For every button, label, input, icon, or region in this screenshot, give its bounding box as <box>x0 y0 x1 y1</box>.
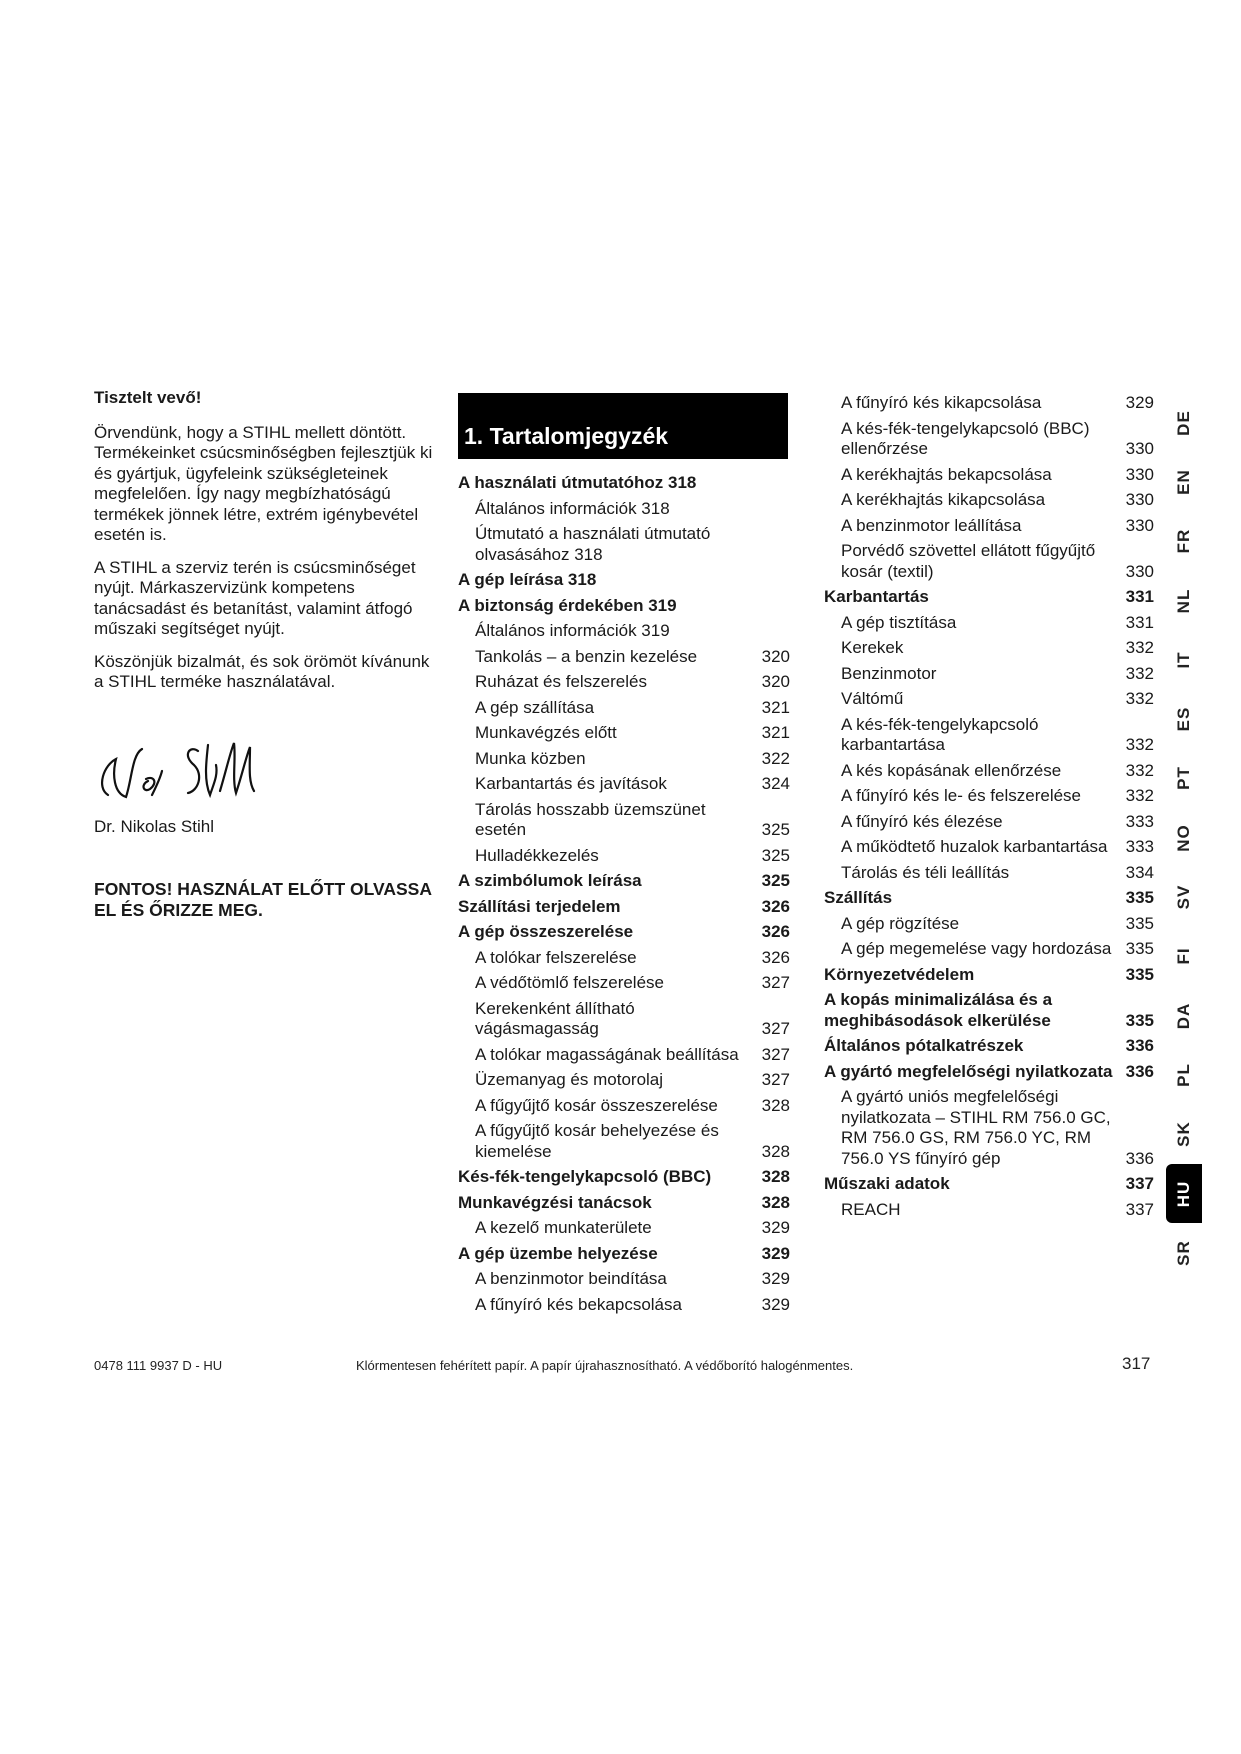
toc-entry-title: A fűgyűjtő kosár behelyezése és kiemelése <box>475 1121 719 1161</box>
toc-entry[interactable] <box>824 1087 1154 1169</box>
toc-entry-title: Környezetvédelem <box>824 964 975 984</box>
language-tab-label: PL <box>1174 1063 1193 1087</box>
language-tab-label: FI <box>1174 947 1193 965</box>
toc-entry[interactable] <box>458 473 790 494</box>
important-notice: FONTOS! HASZNÁLAT ELŐTT OLVASSA EL ÉS ŐRIZZE MEG. <box>94 879 432 920</box>
toc-entry[interactable] <box>824 638 1154 659</box>
toc-entry[interactable] <box>458 774 790 795</box>
language-tab-sr[interactable] <box>1166 1223 1202 1282</box>
language-tab-es[interactable] <box>1166 689 1202 748</box>
language-tab-fr[interactable] <box>1166 512 1202 571</box>
toc-entry-page: 332 <box>1125 786 1154 805</box>
language-tab-pt[interactable] <box>1166 749 1202 808</box>
toc-entry[interactable] <box>824 1200 1154 1221</box>
toc-entry-page: 330 <box>1125 490 1154 509</box>
toc-entry-page: 328 <box>761 1095 790 1115</box>
toc-entry-title: Ruházat és felszerelés <box>475 672 647 691</box>
toc-entry-title: Kerekek <box>841 638 904 657</box>
toc-entry-page: 329 <box>761 1243 790 1263</box>
toc-entry[interactable] <box>458 723 790 744</box>
language-tab-label: NL <box>1174 588 1193 613</box>
toc-entry-title: Kerekenként állítható vágásmagasság <box>475 998 635 1038</box>
toc-entry-page: 331 <box>1125 612 1154 632</box>
toc-entry[interactable] <box>824 516 1154 537</box>
toc-entry[interactable] <box>458 1218 790 1239</box>
toc-entry-title: A kezelő munkaterülete <box>475 1218 652 1237</box>
toc-entry[interactable] <box>458 647 790 668</box>
toc-entry[interactable] <box>458 596 790 617</box>
toc-entry[interactable] <box>458 871 790 892</box>
toc-entry-page: 332 <box>1125 760 1154 780</box>
toc-entry-title: Karbantartás és javítások <box>475 774 667 793</box>
toc-entry-page: 327 <box>761 973 790 992</box>
toc-entry[interactable] <box>824 990 1154 1031</box>
toc-entry-title: A gép üzembe helyezése <box>458 1243 658 1263</box>
toc-entry[interactable] <box>458 1244 790 1265</box>
toc-entry-page: 333 <box>1125 811 1154 831</box>
toc-entry-page: 322 <box>761 748 790 768</box>
toc-entry-title: A kés kopásának ellenőrzése <box>841 760 1062 780</box>
language-tab-fi[interactable] <box>1166 927 1202 986</box>
toc-entry-title: A tolókar felszerelése <box>475 947 637 967</box>
toc-entry[interactable] <box>824 812 1154 833</box>
toc-entry[interactable] <box>824 863 1154 884</box>
toc-entry-title: Munkavégzés előtt <box>475 723 617 742</box>
toc-entry[interactable] <box>824 689 1154 710</box>
toc-entry-title: Műszaki adatok <box>824 1174 950 1193</box>
language-tab-label: DA <box>1174 1002 1193 1029</box>
toc-entry[interactable] <box>824 786 1154 807</box>
toc-entry[interactable] <box>458 672 790 693</box>
toc-entry[interactable] <box>458 1167 790 1188</box>
language-tab-label: ES <box>1174 706 1193 732</box>
toc-entry-page: 329 <box>761 1218 790 1237</box>
toc-entry-page: 320 <box>761 672 790 691</box>
toc-entry-title: Benzinmotor <box>841 663 937 683</box>
toc-entry[interactable] <box>824 888 1154 909</box>
toc-entry[interactable] <box>458 1121 790 1162</box>
toc-entry-title: A fűnyíró kés élezése <box>841 811 1003 831</box>
toc-entry[interactable] <box>824 613 1154 634</box>
intro-paragraph-2: A STIHL a szerviz terén is csúcsminőséget nyújt. Márkaszervizünk kompetens tanácsadást és betanítást, valamint átfogó műszaki segítséget nyújt. <box>94 557 416 638</box>
toc-entry[interactable] <box>458 524 790 565</box>
toc-entry-title: A gép megemelése vagy hordozása <box>841 939 1112 958</box>
intro-paragraph-1: Örvendünk, hogy a STIHL mellett döntött. Termékeinket csúcsminőségben fejlesztjük ki és gyártjuk, ügyfeleink szükségleteinek megfelelően. Így nagy megbízhatóságú termékek jönnek létre, extrém igénybevétel esetén is. <box>94 422 433 544</box>
toc-entry[interactable] <box>824 1036 1154 1057</box>
toc-entry-page: 332 <box>1125 663 1154 683</box>
signer-name: Dr. Nikolas Stihl <box>94 816 214 836</box>
toc-entry-page: 335 <box>1125 1010 1154 1030</box>
toc-entry-title: A működtető huzalok karbantartása <box>841 837 1108 856</box>
language-tab-label: IT <box>1174 651 1193 669</box>
toc-entry-page: 330 <box>1125 439 1154 458</box>
toc-entry[interactable] <box>458 800 790 841</box>
toc-entry-title: A gép szállítása <box>475 697 595 717</box>
language-tab-nl[interactable] <box>1166 571 1202 630</box>
toc-entry-page: 336 <box>1125 1148 1154 1168</box>
language-tab-no[interactable] <box>1166 808 1202 867</box>
toc-middle-column <box>458 473 790 1320</box>
toc-entry-title: A védőtömlő felszerelése <box>475 973 664 992</box>
toc-entry-page: 335 <box>1125 913 1154 933</box>
toc-entry-page: 330 <box>1125 464 1154 484</box>
toc-entry-title: Váltómű <box>841 689 904 708</box>
toc-entry[interactable] <box>824 1174 1154 1195</box>
language-tab-hu[interactable] <box>1166 1164 1202 1223</box>
toc-entry-page: 334 <box>1125 862 1154 882</box>
toc-entry-page: 329 <box>761 1294 790 1314</box>
toc-entry[interactable] <box>458 749 790 770</box>
toc-entry[interactable] <box>458 846 790 867</box>
language-tab-it[interactable] <box>1166 630 1202 689</box>
toc-entry-page: 327 <box>761 1044 790 1064</box>
toc-entry-page: 324 <box>761 774 790 793</box>
toc-entry-title: Általános pótalkatrészek <box>824 1036 1024 1055</box>
language-tab-label: DE <box>1174 409 1193 436</box>
toc-entry-page: 326 <box>761 896 790 916</box>
toc-entry-title: REACH <box>841 1199 901 1219</box>
toc-entry-page: 328 <box>761 1192 790 1212</box>
intro-column <box>94 388 434 933</box>
toc-entry-title: Tárolás és téli leállítás <box>841 862 1010 882</box>
toc-entry-title: Általános információk 319 <box>475 621 670 640</box>
language-tab-label: HU <box>1174 1180 1193 1207</box>
language-tab-label: EN <box>1174 469 1193 495</box>
toc-entry-title: Általános információk 318 <box>475 498 670 518</box>
toc-entry-page: 321 <box>761 697 790 717</box>
language-tab-da[interactable] <box>1166 986 1202 1045</box>
toc-entry-title: Szállítási terjedelem <box>458 896 621 916</box>
toc-entry-page: 326 <box>761 947 790 967</box>
toc-entry-title: Munka közben <box>475 748 586 768</box>
toc-entry[interactable] <box>824 939 1154 960</box>
toc-entry[interactable] <box>824 587 1154 608</box>
toc-entry-page: 332 <box>1125 735 1154 754</box>
toc-entry[interactable] <box>458 973 790 994</box>
language-tab-de[interactable] <box>1166 393 1202 452</box>
toc-entry-title: A benzinmotor beindítása <box>475 1269 667 1288</box>
toc-entry-title: A gép leírása 318 <box>458 570 597 589</box>
toc-entry[interactable] <box>824 393 1154 414</box>
toc-entry-title: A gép összeszerelése <box>458 922 634 941</box>
toc-entry[interactable] <box>458 1045 790 1066</box>
toc-entry-title: A gyártó uniós megfelelőségi nyilatkozata – STIHL RM 756.0 GC, RM 756.0 GS, RM 756.0 YC, RM 756.0 YS fűnyíró gép <box>841 1087 1111 1168</box>
toc-entry-page: 325 <box>761 820 790 839</box>
toc-entry-page: 327 <box>761 1019 790 1038</box>
toc-entry-page: 328 <box>761 1141 790 1161</box>
toc-entry-page: 337 <box>1125 1174 1154 1193</box>
toc-entry-title: A tolókar magasságának beállítása <box>475 1044 739 1064</box>
toc-entry-title: A fűnyíró kés bekapcsolása <box>475 1294 682 1314</box>
language-tab-label: SR <box>1174 1239 1193 1266</box>
toc-entry[interactable] <box>458 1096 790 1117</box>
toc-entry-page: 327 <box>761 1070 790 1089</box>
toc-entry[interactable] <box>458 1070 790 1091</box>
toc-entry[interactable] <box>458 1193 790 1214</box>
toc-entry-title: Útmutató a használati útmutató olvasásához 318 <box>475 524 711 564</box>
toc-entry[interactable] <box>458 999 790 1040</box>
language-tab-label: PT <box>1174 766 1193 791</box>
toc-entry-page: 335 <box>1125 964 1154 984</box>
toc-entry[interactable] <box>824 490 1154 511</box>
toc-entry-page: 336 <box>1125 1036 1154 1055</box>
toc-entry[interactable] <box>458 570 790 591</box>
toc-entry-page: 325 <box>761 845 790 865</box>
toc-entry-page: 333 <box>1125 837 1154 856</box>
language-tab-label: SK <box>1174 1121 1193 1148</box>
toc-entry-title: A fűnyíró kés le- és felszerelése <box>841 786 1082 805</box>
toc-entry-title: A kés-fék-tengelykapcsoló (BBC) ellenőrzése <box>841 418 1090 458</box>
toc-entry-title: Munkavégzési tanácsok <box>458 1192 652 1212</box>
toc-entry-title: Karbantartás <box>824 587 929 606</box>
toc-entry[interactable] <box>458 499 790 520</box>
toc-entry[interactable] <box>458 1269 790 1290</box>
toc-entry-page: 332 <box>1125 689 1154 708</box>
toc-entry[interactable] <box>458 897 790 918</box>
toc-entry-title: Üzemanyag és motorolaj <box>475 1070 664 1089</box>
toc-entry-title: A gép rögzítése <box>841 913 960 933</box>
toc-entry-page: 329 <box>761 1269 790 1288</box>
toc-entry-page: 330 <box>1125 561 1154 581</box>
signature-image <box>94 735 264 807</box>
toc-entry[interactable] <box>824 914 1154 935</box>
toc-entry-title: A gép tisztítása <box>841 612 957 632</box>
language-tab-label: SV <box>1174 884 1193 910</box>
toc-entry-title: A benzinmotor leállítása <box>841 515 1022 535</box>
language-tab-sk[interactable] <box>1166 1105 1202 1164</box>
toc-entry-page: 329 <box>1125 393 1154 412</box>
toc-entry-page: 336 <box>1125 1061 1154 1081</box>
toc-entry[interactable] <box>824 715 1154 756</box>
toc-entry-page: 337 <box>1125 1199 1154 1219</box>
toc-entry[interactable] <box>824 837 1154 858</box>
toc-entry[interactable] <box>824 965 1154 986</box>
intro-paragraph-3: Köszönjük bizalmát, és sok örömöt kívánunk a STIHL terméke használatával. <box>94 651 430 691</box>
toc-entry-page: 320 <box>761 646 790 666</box>
toc-entry-page: 335 <box>1125 939 1154 958</box>
toc-entry-page: 331 <box>1125 587 1154 606</box>
toc-entry-page: 325 <box>761 871 790 890</box>
toc-entry-page: 328 <box>761 1167 790 1186</box>
toc-entry[interactable] <box>458 922 790 943</box>
toc-entry-page: 332 <box>1125 638 1154 657</box>
toc-entry-title: A szimbólumok leírása <box>458 871 642 890</box>
toc-entry-page: 326 <box>761 922 790 941</box>
toc-entry[interactable] <box>458 1295 790 1316</box>
language-tab-label: NO <box>1174 823 1193 852</box>
toc-entry-title: A fűgyűjtő kosár összeszerelése <box>475 1095 718 1115</box>
toc-entry-page: 321 <box>761 723 790 742</box>
toc-entry[interactable] <box>458 948 790 969</box>
toc-entry-title: A gyártó megfelelőségi nyilatkozata <box>824 1061 1113 1081</box>
toc-heading: 1. Tartalomjegyzék <box>458 393 788 459</box>
greeting: Tisztelt vevő! <box>94 388 202 407</box>
toc-entry[interactable] <box>458 698 790 719</box>
toc-entry-title: Szállítás <box>824 888 893 907</box>
language-tab-sv[interactable] <box>1166 867 1202 926</box>
toc-entry-title: A használati útmutatóhoz 318 <box>458 473 697 492</box>
toc-entry-title: A kerékhajtás bekapcsolása <box>841 464 1052 484</box>
toc-entry-title: A kerékhajtás kikapcsolása <box>841 490 1046 509</box>
toc-entry-title: A kés-fék-tengelykapcsoló karbantartása <box>841 714 1039 754</box>
toc-right-column <box>824 393 1154 1225</box>
paper-note: Klórmentesen fehérített papír. A papír újrahasznosítható. A védőborító halogénmentes. <box>356 1358 854 1373</box>
language-tab-label: FR <box>1174 528 1193 554</box>
toc-entry-title: A fűnyíró kés kikapcsolása <box>841 393 1042 412</box>
toc-entry-page: 335 <box>1125 888 1154 907</box>
toc-entry-title: Porvédő szövettel ellátott fűgyűjtő kosár (textil) <box>841 541 1096 581</box>
toc-entry[interactable] <box>458 621 790 642</box>
toc-entry[interactable] <box>824 1062 1154 1083</box>
toc-entry-page: 330 <box>1125 515 1154 535</box>
toc-entry-title: Kés-fék-tengelykapcsoló (BBC) <box>458 1167 712 1186</box>
language-tab-pl[interactable] <box>1166 1045 1202 1104</box>
page-number: 317 <box>1122 1354 1151 1373</box>
doc-code: 0478 111 9937 D - HU <box>94 1358 223 1373</box>
toc-entry[interactable] <box>824 664 1154 685</box>
toc-entry-title: Tankolás – a benzin kezelése <box>475 646 698 666</box>
toc-entry[interactable] <box>824 419 1154 460</box>
toc-entry[interactable] <box>824 761 1154 782</box>
toc-entry[interactable] <box>824 465 1154 486</box>
toc-entry-title: Hulladékkezelés <box>475 845 599 865</box>
toc-entry-title: Tárolás hosszabb üzemszünet esetén <box>475 799 706 839</box>
toc-entry-title: A biztonság érdekében 319 <box>458 595 677 615</box>
toc-entry[interactable] <box>824 541 1154 582</box>
toc-entry-title: A kopás minimalizálása és a meghibásodások elkerülése <box>824 990 1053 1030</box>
language-tabs <box>1166 393 1202 1282</box>
language-tab-en[interactable] <box>1166 452 1202 511</box>
